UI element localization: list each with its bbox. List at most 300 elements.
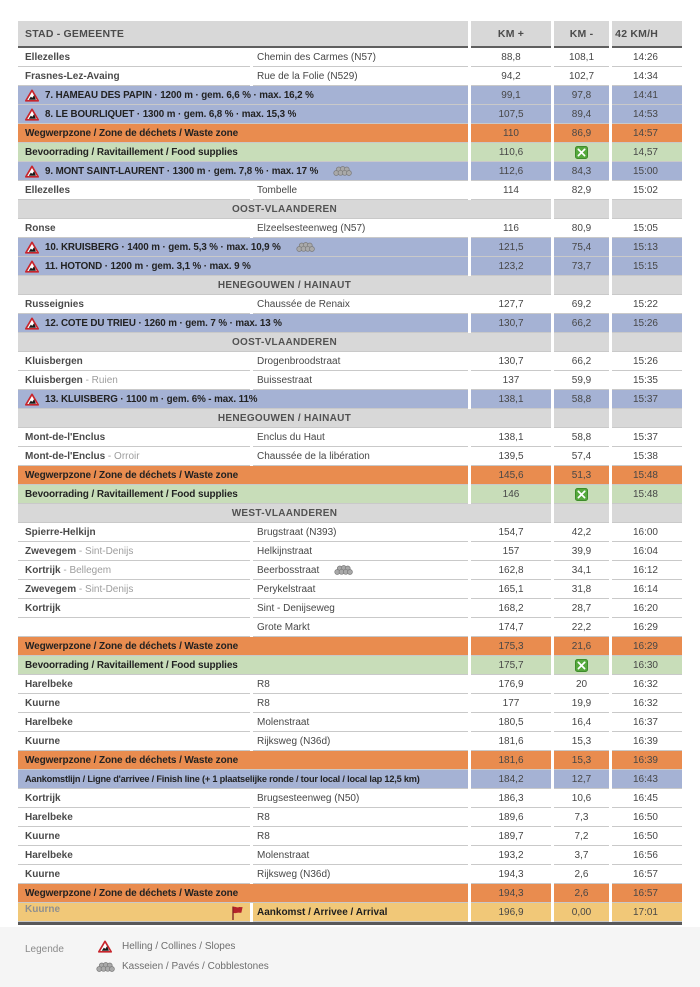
header-stad-gemeente: STAD - GEMEENTE [18, 21, 468, 48]
section-empty-cell [612, 409, 682, 428]
time-cell: 17:01 [612, 903, 682, 922]
finish-label: Aankomstlijn / Ligne d'arrivee / Finish line (+ 1 plaatselijke ronde / tour local / local lap 12,5 km) [25, 774, 420, 784]
road-name: Chaussée de Renaix [257, 298, 350, 310]
cobblestones-icon [295, 242, 316, 252]
section-title-cell: OOST-VLAANDEREN [18, 333, 551, 352]
table-row-arrival [18, 903, 682, 922]
km-plus-cell: 184,2 [471, 770, 551, 789]
table-row-normal [18, 48, 682, 67]
table-row-normal [18, 865, 682, 884]
road-name: Molenstraat [257, 849, 310, 861]
table-row-normal [18, 523, 682, 542]
climb-label: 13. KLUISBERG · 1100 m · gem. 6% - max. 11% [45, 393, 258, 405]
climb-label: 7. HAMEAU DES PAPIN · 1200 m · gem. 6,6 % · max. 16,2 % [45, 89, 314, 101]
section-empty-cell [554, 504, 609, 523]
km-plus-cell: 110,6 [471, 143, 551, 162]
km-minus-cell: 28,7 [554, 599, 609, 618]
km-minus-cell: 97,8 [554, 86, 609, 105]
time-cell: 16:50 [612, 827, 682, 846]
legend-item-text: Kasseien / Pavés / Cobblestones [122, 961, 269, 972]
climb-icon [25, 260, 39, 273]
time-cell: 16:29 [612, 618, 682, 637]
km-plus-cell: 88,8 [471, 48, 551, 67]
table-row-waste [18, 637, 682, 656]
time-cell: 14:41 [612, 86, 682, 105]
km-minus-cell: 75,4 [554, 238, 609, 257]
section-title-cell: OOST-VLAANDEREN [18, 200, 551, 219]
waste-label: Wegwerpzone / Zone de déchets / Waste zone [25, 469, 239, 481]
city-cell [18, 675, 250, 694]
food-label: Bevoorrading / Ravitaillement / Food supplies [25, 146, 238, 158]
city-name: Kuurne [25, 868, 60, 880]
table-row-food [18, 656, 682, 675]
table-row-climb [18, 390, 682, 409]
finish-label-cell [18, 770, 468, 789]
header-km-plus: KM + [471, 21, 551, 48]
city-cell [18, 580, 250, 599]
km-minus-cell [554, 656, 609, 675]
section-title-cell: HENEGOUWEN / HAINAUT [18, 276, 551, 295]
km-plus-cell: 168,2 [471, 599, 551, 618]
food-label: Bevoorrading / Ravitaillement / Food supplies [25, 659, 238, 671]
city-name: Harelbeke [25, 811, 73, 823]
road-cell [253, 67, 468, 86]
city-name: Ellezelles [25, 51, 71, 63]
city-cell [18, 599, 250, 618]
table-row-food [18, 485, 682, 504]
time-cell: 15:37 [612, 428, 682, 447]
city-sub-municipality: - Ruien [82, 374, 118, 386]
table-header-row [18, 21, 682, 48]
time-cell: 16:39 [612, 732, 682, 751]
road-name: Drogenbroodstraat [257, 355, 341, 367]
arrival-label-cell: Aankomst / Arrivee / Arrival [253, 903, 468, 922]
section-empty-cell [612, 276, 682, 295]
city-name: Kuurne [25, 697, 60, 709]
time-cell: 15:48 [612, 485, 682, 504]
km-plus-cell: 137 [471, 371, 551, 390]
road-name: R8 [257, 811, 270, 823]
city-name: Zwevegem [25, 545, 77, 557]
km-minus-cell: 34,1 [554, 561, 609, 580]
road-cell [253, 599, 468, 618]
km-minus-cell: 7,3 [554, 808, 609, 827]
time-cell: 15:15 [612, 257, 682, 276]
table-row-finish [18, 770, 682, 789]
km-plus-cell: 189,6 [471, 808, 551, 827]
city-name: Kortrijk [25, 564, 61, 576]
food-label-cell [18, 143, 468, 162]
road-cell [253, 789, 468, 808]
km-plus-cell: 180,5 [471, 713, 551, 732]
city-cell [18, 48, 250, 67]
city-name: Russeignies [25, 298, 84, 310]
finish-flag-icon [231, 906, 244, 921]
time-cell: 16:37 [612, 713, 682, 732]
road-name: R8 [257, 697, 270, 709]
section-title-cell: WEST-VLAANDEREN [18, 504, 551, 523]
table-row-section [18, 200, 682, 219]
km-minus-cell: 31,8 [554, 580, 609, 599]
itinerary-table-wrap [15, 21, 685, 925]
km-minus-cell: 42,2 [554, 523, 609, 542]
km-plus-cell: 176,9 [471, 675, 551, 694]
km-plus-cell: 193,2 [471, 846, 551, 865]
km-minus-cell: 82,9 [554, 181, 609, 200]
waste-label: Wegwerpzone / Zone de déchets / Waste zone [25, 127, 239, 139]
km-plus-cell: 121,5 [471, 238, 551, 257]
city-cell [18, 694, 250, 713]
climb-icon [25, 317, 39, 330]
km-plus-cell: 145,6 [471, 466, 551, 485]
legend-item-text: Helling / Collines / Slopes [122, 941, 236, 952]
km-plus-cell: 99,1 [471, 86, 551, 105]
climb-icon [25, 393, 39, 406]
table-row-section [18, 409, 682, 428]
city-cell [18, 67, 250, 86]
road-cell [253, 675, 468, 694]
road-cell [253, 732, 468, 751]
climb-label: 8. LE BOURLIQUET · 1300 m · gem. 6,8 % · max. 15,3 % [45, 108, 297, 120]
road-cell [253, 523, 468, 542]
km-plus-cell: 146 [471, 485, 551, 504]
time-cell: 16:39 [612, 751, 682, 770]
table-row-normal [18, 827, 682, 846]
road-name: R8 [257, 830, 270, 842]
km-plus-cell: 157 [471, 542, 551, 561]
road-cell [253, 694, 468, 713]
km-plus-cell: 114 [471, 181, 551, 200]
time-cell: 15:26 [612, 314, 682, 333]
waste-label: Wegwerpzone / Zone de déchets / Waste zone [25, 754, 239, 766]
table-row-normal [18, 352, 682, 371]
waste-label-cell [18, 124, 468, 143]
km-minus-cell: 59,9 [554, 371, 609, 390]
table-row-normal [18, 675, 682, 694]
time-cell: 14:53 [612, 105, 682, 124]
city-cell [18, 846, 250, 865]
road-cell [253, 352, 468, 371]
time-cell: 16:57 [612, 884, 682, 903]
km-plus-cell: 174,7 [471, 618, 551, 637]
table-row-waste [18, 884, 682, 903]
itinerary-table [15, 21, 685, 922]
road-name: Tombelle [257, 184, 298, 196]
road-cell [253, 713, 468, 732]
waste-label: Wegwerpzone / Zone de déchets / Waste zone [25, 887, 239, 899]
table-row-normal [18, 713, 682, 732]
km-minus-cell: 3,7 [554, 846, 609, 865]
city-name: Kortrijk [25, 792, 61, 804]
km-plus-cell: 138,1 [471, 428, 551, 447]
time-cell: 16:56 [612, 846, 682, 865]
km-minus-cell [554, 485, 609, 504]
table-row-waste [18, 466, 682, 485]
section-empty-cell [554, 333, 609, 352]
city-name: Kluisbergen [25, 355, 83, 367]
km-minus-cell: 84,3 [554, 162, 609, 181]
waste-label-cell [18, 637, 468, 656]
km-minus-cell: 16,4 [554, 713, 609, 732]
climb-icon [25, 241, 39, 254]
waste-label-cell [18, 884, 468, 903]
table-row-normal [18, 846, 682, 865]
legend-item [88, 940, 235, 953]
time-cell: 15:38 [612, 447, 682, 466]
waste-label-cell [18, 751, 468, 770]
time-cell: 15:37 [612, 390, 682, 409]
table-row-normal [18, 447, 682, 466]
climb-label-cell [18, 257, 468, 276]
food-label: Bevoorrading / Ravitaillement / Food supplies [25, 488, 238, 500]
food-label-cell [18, 485, 468, 504]
city-cell [18, 865, 250, 884]
city-name: Harelbeke [25, 849, 73, 861]
km-minus-cell: 21,6 [554, 637, 609, 656]
climb-label-cell [18, 238, 468, 257]
km-plus-cell: 130,7 [471, 314, 551, 333]
time-cell: 16:14 [612, 580, 682, 599]
road-name: Chaussée de la libération [257, 450, 370, 462]
city-cell [18, 371, 250, 390]
road-name: Rue de la Folie (N529) [257, 70, 358, 82]
table-row-normal [18, 618, 682, 637]
table-row-normal [18, 580, 682, 599]
time-cell: 14:57 [612, 124, 682, 143]
km-minus-cell: 2,6 [554, 865, 609, 884]
road-name: Brugstraat (N393) [257, 526, 337, 538]
city-name: Mont-de-l'Enclus [25, 431, 106, 443]
road-name: Elzeelsesteenweg (N57) [257, 222, 366, 234]
table-bottom-rule [18, 922, 682, 925]
time-cell: 14:34 [612, 67, 682, 86]
city-sub-municipality: - Bellegem [60, 564, 112, 576]
city-cell [18, 827, 250, 846]
city-cell [18, 903, 250, 922]
km-minus-cell: 108,1 [554, 48, 609, 67]
km-plus-cell: 94,2 [471, 67, 551, 86]
km-minus-cell: 86,9 [554, 124, 609, 143]
food-supplies-icon [575, 488, 588, 501]
time-cell: 16:32 [612, 675, 682, 694]
road-cell [253, 846, 468, 865]
road-name: Rijksweg (N36d) [257, 735, 331, 747]
climb-label: 9. MONT SAINT-LAURENT · 1300 m · gem. 7,8 % · max. 17 % [45, 165, 319, 177]
climb-label: 10. KRUISBERG · 1400 m · gem. 5,3 % · max. 10,9 % [45, 241, 281, 253]
time-cell: 16:32 [612, 694, 682, 713]
km-plus-cell: 189,7 [471, 827, 551, 846]
km-plus-cell: 154,7 [471, 523, 551, 542]
km-minus-cell: 80,9 [554, 219, 609, 238]
road-cell [253, 808, 468, 827]
section-empty-cell [612, 333, 682, 352]
city-cell [18, 789, 250, 808]
city-cell [18, 352, 250, 371]
city-sub-municipality: - Sint-Denijs [76, 545, 134, 557]
time-cell: 16:43 [612, 770, 682, 789]
time-cell: 16:29 [612, 637, 682, 656]
km-minus-cell: 66,2 [554, 352, 609, 371]
table-row-normal [18, 219, 682, 238]
time-cell: 16:45 [612, 789, 682, 808]
table-row-normal [18, 371, 682, 390]
km-plus-cell: 194,3 [471, 884, 551, 903]
road-name: Rijksweg (N36d) [257, 868, 331, 880]
road-cell [253, 865, 468, 884]
km-plus-cell: 165,1 [471, 580, 551, 599]
table-row-climb [18, 257, 682, 276]
climb-label-cell [18, 390, 468, 409]
city-name: Zwevegem [25, 583, 77, 595]
road-cell [253, 295, 468, 314]
climb-label-cell [18, 162, 468, 181]
food-supplies-icon [575, 659, 588, 672]
km-minus-cell: 10,6 [554, 789, 609, 808]
table-row-normal [18, 67, 682, 86]
km-minus-cell: 73,7 [554, 257, 609, 276]
city-cell [18, 447, 250, 466]
city-cell [18, 808, 250, 827]
climb-label-cell [18, 86, 468, 105]
header-km-minus: KM - [554, 21, 609, 48]
km-plus-cell: 186,3 [471, 789, 551, 808]
city-cell [18, 732, 250, 751]
climb-label: 12. COTE DU TRIEU · 1260 m · gem. 7 % · max. 13 % [45, 317, 282, 329]
table-row-section [18, 276, 682, 295]
km-minus-cell: 69,2 [554, 295, 609, 314]
km-minus-cell: 19,9 [554, 694, 609, 713]
city-name: Spierre-Helkijn [25, 526, 96, 538]
road-name: Perykelstraat [257, 583, 316, 595]
climb-icon [25, 89, 39, 102]
city-cell [18, 295, 250, 314]
road-cell [253, 371, 468, 390]
city-cell [18, 542, 250, 561]
table-row-waste [18, 124, 682, 143]
section-empty-cell [612, 200, 682, 219]
city-cell [18, 523, 250, 542]
km-plus-cell: 194,3 [471, 865, 551, 884]
city-cell [18, 181, 250, 200]
km-plus-cell: 107,5 [471, 105, 551, 124]
table-row-normal [18, 789, 682, 808]
header-speed: 42 KM/H [612, 21, 682, 48]
city-cell [18, 561, 250, 580]
road-cell [253, 827, 468, 846]
table-row-climb [18, 162, 682, 181]
time-cell: 16:00 [612, 523, 682, 542]
km-minus-cell: 58,8 [554, 390, 609, 409]
road-cell [253, 580, 468, 599]
km-plus-cell: 175,7 [471, 656, 551, 675]
road-cell [253, 219, 468, 238]
km-plus-cell: 123,2 [471, 257, 551, 276]
time-cell: 16:50 [612, 808, 682, 827]
table-row-normal [18, 181, 682, 200]
climb-icon [25, 165, 39, 178]
time-cell: 15:13 [612, 238, 682, 257]
km-minus-cell: 51,3 [554, 466, 609, 485]
km-plus-cell: 130,7 [471, 352, 551, 371]
km-plus-cell: 116 [471, 219, 551, 238]
table-row-normal [18, 808, 682, 827]
city-cell [18, 713, 250, 732]
time-cell: 16:57 [612, 865, 682, 884]
km-minus-cell: 12,7 [554, 770, 609, 789]
legend-item [88, 961, 269, 972]
table-row-climb [18, 86, 682, 105]
km-plus-cell: 181,6 [471, 751, 551, 770]
km-plus-cell: 139,5 [471, 447, 551, 466]
km-minus-cell [554, 143, 609, 162]
km-minus-cell: 39,9 [554, 542, 609, 561]
cobblestones-icon [333, 565, 354, 575]
legend-title: Legende [25, 944, 64, 955]
city-sub-municipality: - Sint-Denijs [76, 583, 134, 595]
climb-label-cell [18, 314, 468, 333]
city-name: Kuurne [25, 903, 60, 915]
city-name: Harelbeke [25, 678, 73, 690]
time-cell: 14:26 [612, 48, 682, 67]
table-row-section [18, 504, 682, 523]
table-row-normal [18, 295, 682, 314]
city-name: Kortrijk [25, 602, 61, 614]
km-plus-cell: 162,8 [471, 561, 551, 580]
climb-icon [88, 940, 122, 953]
table-row-waste [18, 751, 682, 770]
table-row-normal [18, 428, 682, 447]
section-empty-cell [554, 200, 609, 219]
km-plus-cell: 110 [471, 124, 551, 143]
km-minus-cell: 0,00 [554, 903, 609, 922]
road-cell [253, 48, 468, 67]
section-empty-cell [554, 276, 609, 295]
km-minus-cell: 7,2 [554, 827, 609, 846]
city-name: Ellezelles [25, 184, 71, 196]
road-cell [253, 181, 468, 200]
city-name: Ronse [25, 222, 56, 234]
city-name: Mont-de-l'Enclus [25, 450, 106, 462]
road-name: Beerbosstraat [257, 564, 320, 576]
km-plus-cell: 181,6 [471, 732, 551, 751]
km-minus-cell: 2,6 [554, 884, 609, 903]
road-name: Grote Markt [257, 621, 310, 633]
table-row-climb [18, 105, 682, 124]
km-plus-cell: 177 [471, 694, 551, 713]
city-name: Harelbeke [25, 716, 73, 728]
city-sub-municipality: - Orroir [105, 450, 140, 462]
table-row-food [18, 143, 682, 162]
time-cell: 16:12 [612, 561, 682, 580]
climb-icon [25, 108, 39, 121]
climb-label: 11. HOTOND · 1200 m · gem. 3,1 % · max. 9 % [45, 260, 251, 272]
km-plus-cell: 112,6 [471, 162, 551, 181]
time-cell: 15:35 [612, 371, 682, 390]
km-minus-cell: 102,7 [554, 67, 609, 86]
road-cell [253, 561, 468, 580]
waste-label: Wegwerpzone / Zone de déchets / Waste zone [25, 640, 239, 652]
time-cell: 14,57 [612, 143, 682, 162]
cobblestones-icon [88, 962, 122, 972]
time-cell: 15:48 [612, 466, 682, 485]
table-row-normal [18, 732, 682, 751]
city-name: Frasnes-Lez-Avaing [25, 70, 120, 82]
section-empty-cell [612, 504, 682, 523]
road-name: R8 [257, 678, 270, 690]
km-plus-cell: 138,1 [471, 390, 551, 409]
food-supplies-icon [575, 146, 588, 159]
section-empty-cell [554, 409, 609, 428]
